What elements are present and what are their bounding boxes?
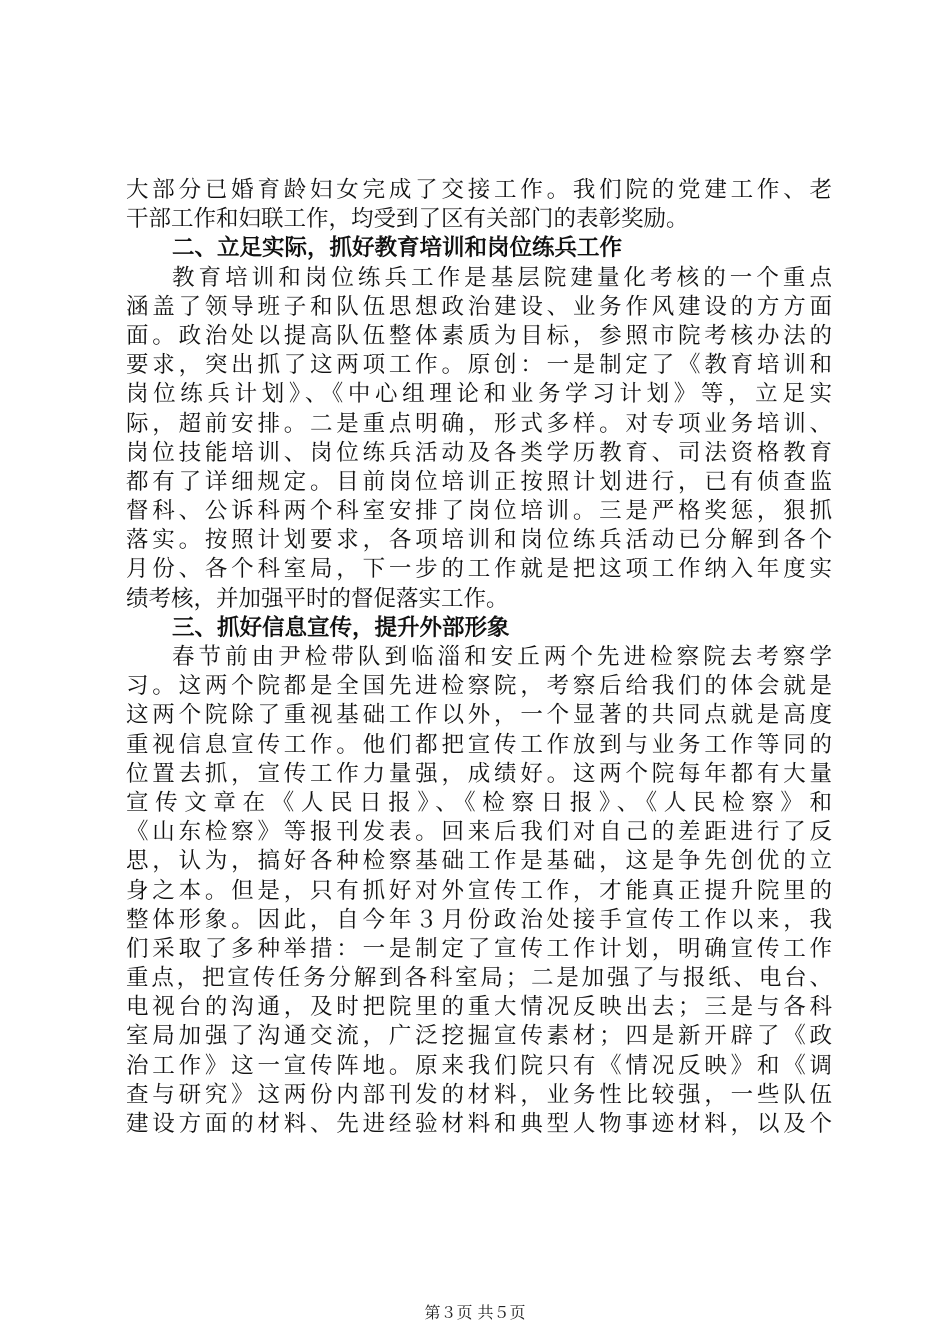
paragraph-line: 身之本。但是，只有抓好对外宣传工作，才能真正提升院里的 [126,877,832,904]
paragraph-line: 习。这两个院都是全国先进检察院，考察后给我们的体会就是 [126,673,832,700]
paragraph-last-line: 绩考核，并加强平时的督促落实工作。 [126,585,509,612]
paragraph-line: 岗位技能培训、岗位练兵活动及各类学历教育、司法资格教育 [126,439,832,466]
paragraph-line: 重点，把宣传任务分解到各科室局；二是加强了与报纸、电台、 [126,965,832,992]
paragraph-line: 重视信息宣传工作。他们都把宣传工作放到与业务工作等同的 [126,731,832,758]
paragraph-line: 月份、各个科室局，下一步的工作就是把这项工作纳入年度实 [126,556,832,583]
paragraph-line: 要求，突出抓了这两项工作。原创：一是制定了《教育培训和 [126,352,832,379]
section-heading: 三、抓好信息宣传，提升外部形象 [172,614,510,641]
paragraph-line: 这两个院除了重视基础工作以外，一个显著的共同点就是高度 [126,702,832,729]
paragraph-line: 际，超前安排。二是重点明确，形式多样。对专项业务培训、 [126,410,832,437]
page-footer: 第３页 共５页 [424,1303,526,1322]
paragraph-line: 宣传文章在《人民日报》、《检察日报》、《人民检察》和 [126,789,832,816]
paragraph-line: 位置去抓，宣传工作力量强，成绩好。这两个院每年都有大量 [126,760,832,787]
paragraph-line: 整体形象。因此，自今年３月份政治处接手宣传工作以来，我 [126,906,832,933]
paragraph-line: 涵盖了领导班子和队伍思想政治建设、业务作风建设的方方面 [126,293,832,320]
section-heading: 二、立足实际，抓好教育培训和岗位练兵工作 [172,235,623,262]
paragraph-line: 查与研究》这两份内部刊发的材料，业务性比较强，一些队伍 [126,1081,832,1108]
paragraph-line: 《山东检察》等报刊发表。回来后我们对自己的差距进行了反 [126,819,832,846]
paragraph-line: 督科、公诉科两个科室安排了岗位培训。三是严格奖惩，狠抓 [126,498,832,525]
paragraph-first-line: 春节前由尹检带队到临淄和安丘两个先进检察院去考察学 [172,644,832,670]
paragraph-line: 落实。按照计划要求，各项培训和岗位练兵活动已分解到各个 [126,527,832,554]
paragraph-first-line: 教育培训和岗位练兵工作是基层院建量化考核的一个重点 [172,264,832,291]
paragraph-line: 室局加强了沟通交流，广泛挖掘宣传素材；四是新开辟了《政 [126,1023,832,1050]
paragraph-line: 面。政治处以提高队伍整体素质为目标，参照市院考核办法的 [126,322,832,349]
paragraph-line: 治工作》这一宣传阵地。原来我们院只有《情况反映》和《调 [126,1052,832,1079]
paragraph-line: 建设方面的材料、先进经验材料和典型人物事迹材料，以及个 [126,1111,832,1137]
paragraph-line: 岗位练兵计划》、《中心组理论和业务学习计划》等，立足实 [126,381,832,408]
document-body [126,176,832,1139]
paragraph-line: 都有了详细规定。目前岗位培训正按照计划进行，已有侦查监 [126,468,832,495]
paragraph-line: 思，认为，搞好各种检察基础工作是基础，这是争先创优的立 [126,848,832,875]
paragraph-line: 电视台的沟通，及时把院里的重大情况反映出去；三是与各科 [126,994,832,1021]
paragraph-line: 们采取了多种举措：一是制定了宣传工作计划，明确宣传工作 [126,935,832,962]
paragraph-last-line: 干部工作和妇联工作，均受到了区有关部门的表彰奖励。 [126,206,689,233]
paragraph-line: 大部分已婚育龄妇女完成了交接工作。我们院的党建工作、老 [126,177,832,203]
